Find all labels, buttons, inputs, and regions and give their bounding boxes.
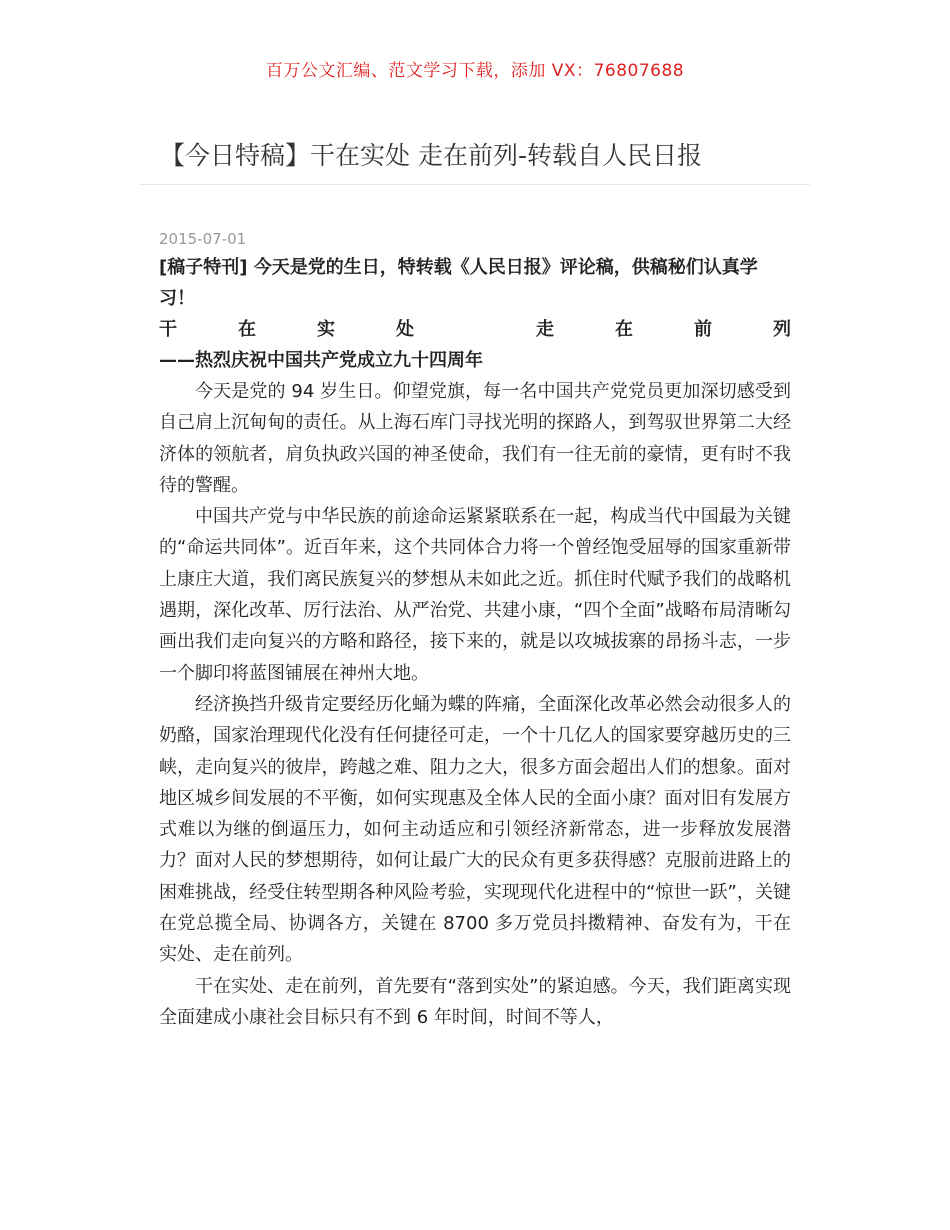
- page-title: 【今日特稿】干在实处 走在前列-转载自人民日报: [160, 141, 702, 170]
- heading-char: 实: [317, 319, 335, 340]
- title-divider: [140, 184, 810, 185]
- lead-paragraph: [稿子特刊] 今天是党的生日，特转载《人民日报》评论稿，供稿秘们认真学习！: [159, 257, 758, 309]
- heading-char: 在: [238, 319, 256, 340]
- promo-banner: 百万公文汇编、范文学习下载，添加 VX：76807688: [265, 61, 685, 81]
- article-heading: [159, 314, 791, 345]
- body-paragraph: 今天是党的 94 岁生日。仰望党旗，每一名中国共产党党员更加深切感受到自己肩上沉甸甸的责任。从上海石库门寻找光明的探路人，到驾驭世界第二大经济体的领航者，肩负执政兴国的神圣使命，我们有一往无前的豪情，更有时不我待的警醒。: [159, 381, 791, 496]
- body-paragraph: 干在实处、走在前列，首先要有“落到实处”的紧迫感。今天，我们距离实现全面建成小康社会目标只有不到 6 年时间，时间不等人，: [159, 975, 791, 1028]
- article-body: [159, 226, 791, 1033]
- heading-char: 干: [159, 319, 177, 340]
- heading-char: 在: [615, 319, 633, 340]
- heading-char: 列: [773, 319, 791, 340]
- body-paragraph: 中国共产党与中华民族的前途命运紧紧联系在一起，构成当代中国最为关键的“命运共同体”。近百年来，这个共同体合力将一个曾经饱受屈辱的国家重新带上康庄大道，我们离民族复兴的梦想从未如此之近。抓住时代赋予我们的战略机遇期，深化改革、厉行法治、从严治党、共建小康，“四个全面”战略布局清晰勾画出我们走向复兴的方略和路径，接下来的，就是以攻城拔寨的昂扬斗志，一步一个脚印将蓝图铺展在神州大地。: [159, 506, 791, 684]
- heading-char: 走: [536, 319, 554, 340]
- article-subheading: ——热烈庆祝中国共产党成立九十四周年: [159, 350, 483, 371]
- heading-char: 处: [396, 319, 414, 340]
- heading-char: 前: [694, 319, 712, 340]
- publish-date: 2015-07-01: [159, 230, 247, 248]
- body-paragraph: 经济换挡升级肯定要经历化蛹为蝶的阵痛，全面深化改革必然会动很多人的奶酪，国家治理现代化没有任何捷径可走，一个十几亿人的国家要穿越历史的三峡，走向复兴的彼岸，跨越之难、阻力之大，很多方面会超出人们的想象。面对地区城乡间发展的不平衡，如何实现惠及全体人民的全面小康？面对旧有发展方式难以为继的倒逼压力，如何主动适应和引领经济新常态，进一步释放发展潜力？面对人民的梦想期待，如何让最广大的民众有更多获得感？克服前进路上的困难挑战，经受住转型期各种风险考验，实现现代化进程中的“惊世一跃”，关键在党总揽全局、协调各方，关键在 8700 多万党员抖擞精神、奋发有为，干在实处、走在前列。: [159, 693, 791, 966]
